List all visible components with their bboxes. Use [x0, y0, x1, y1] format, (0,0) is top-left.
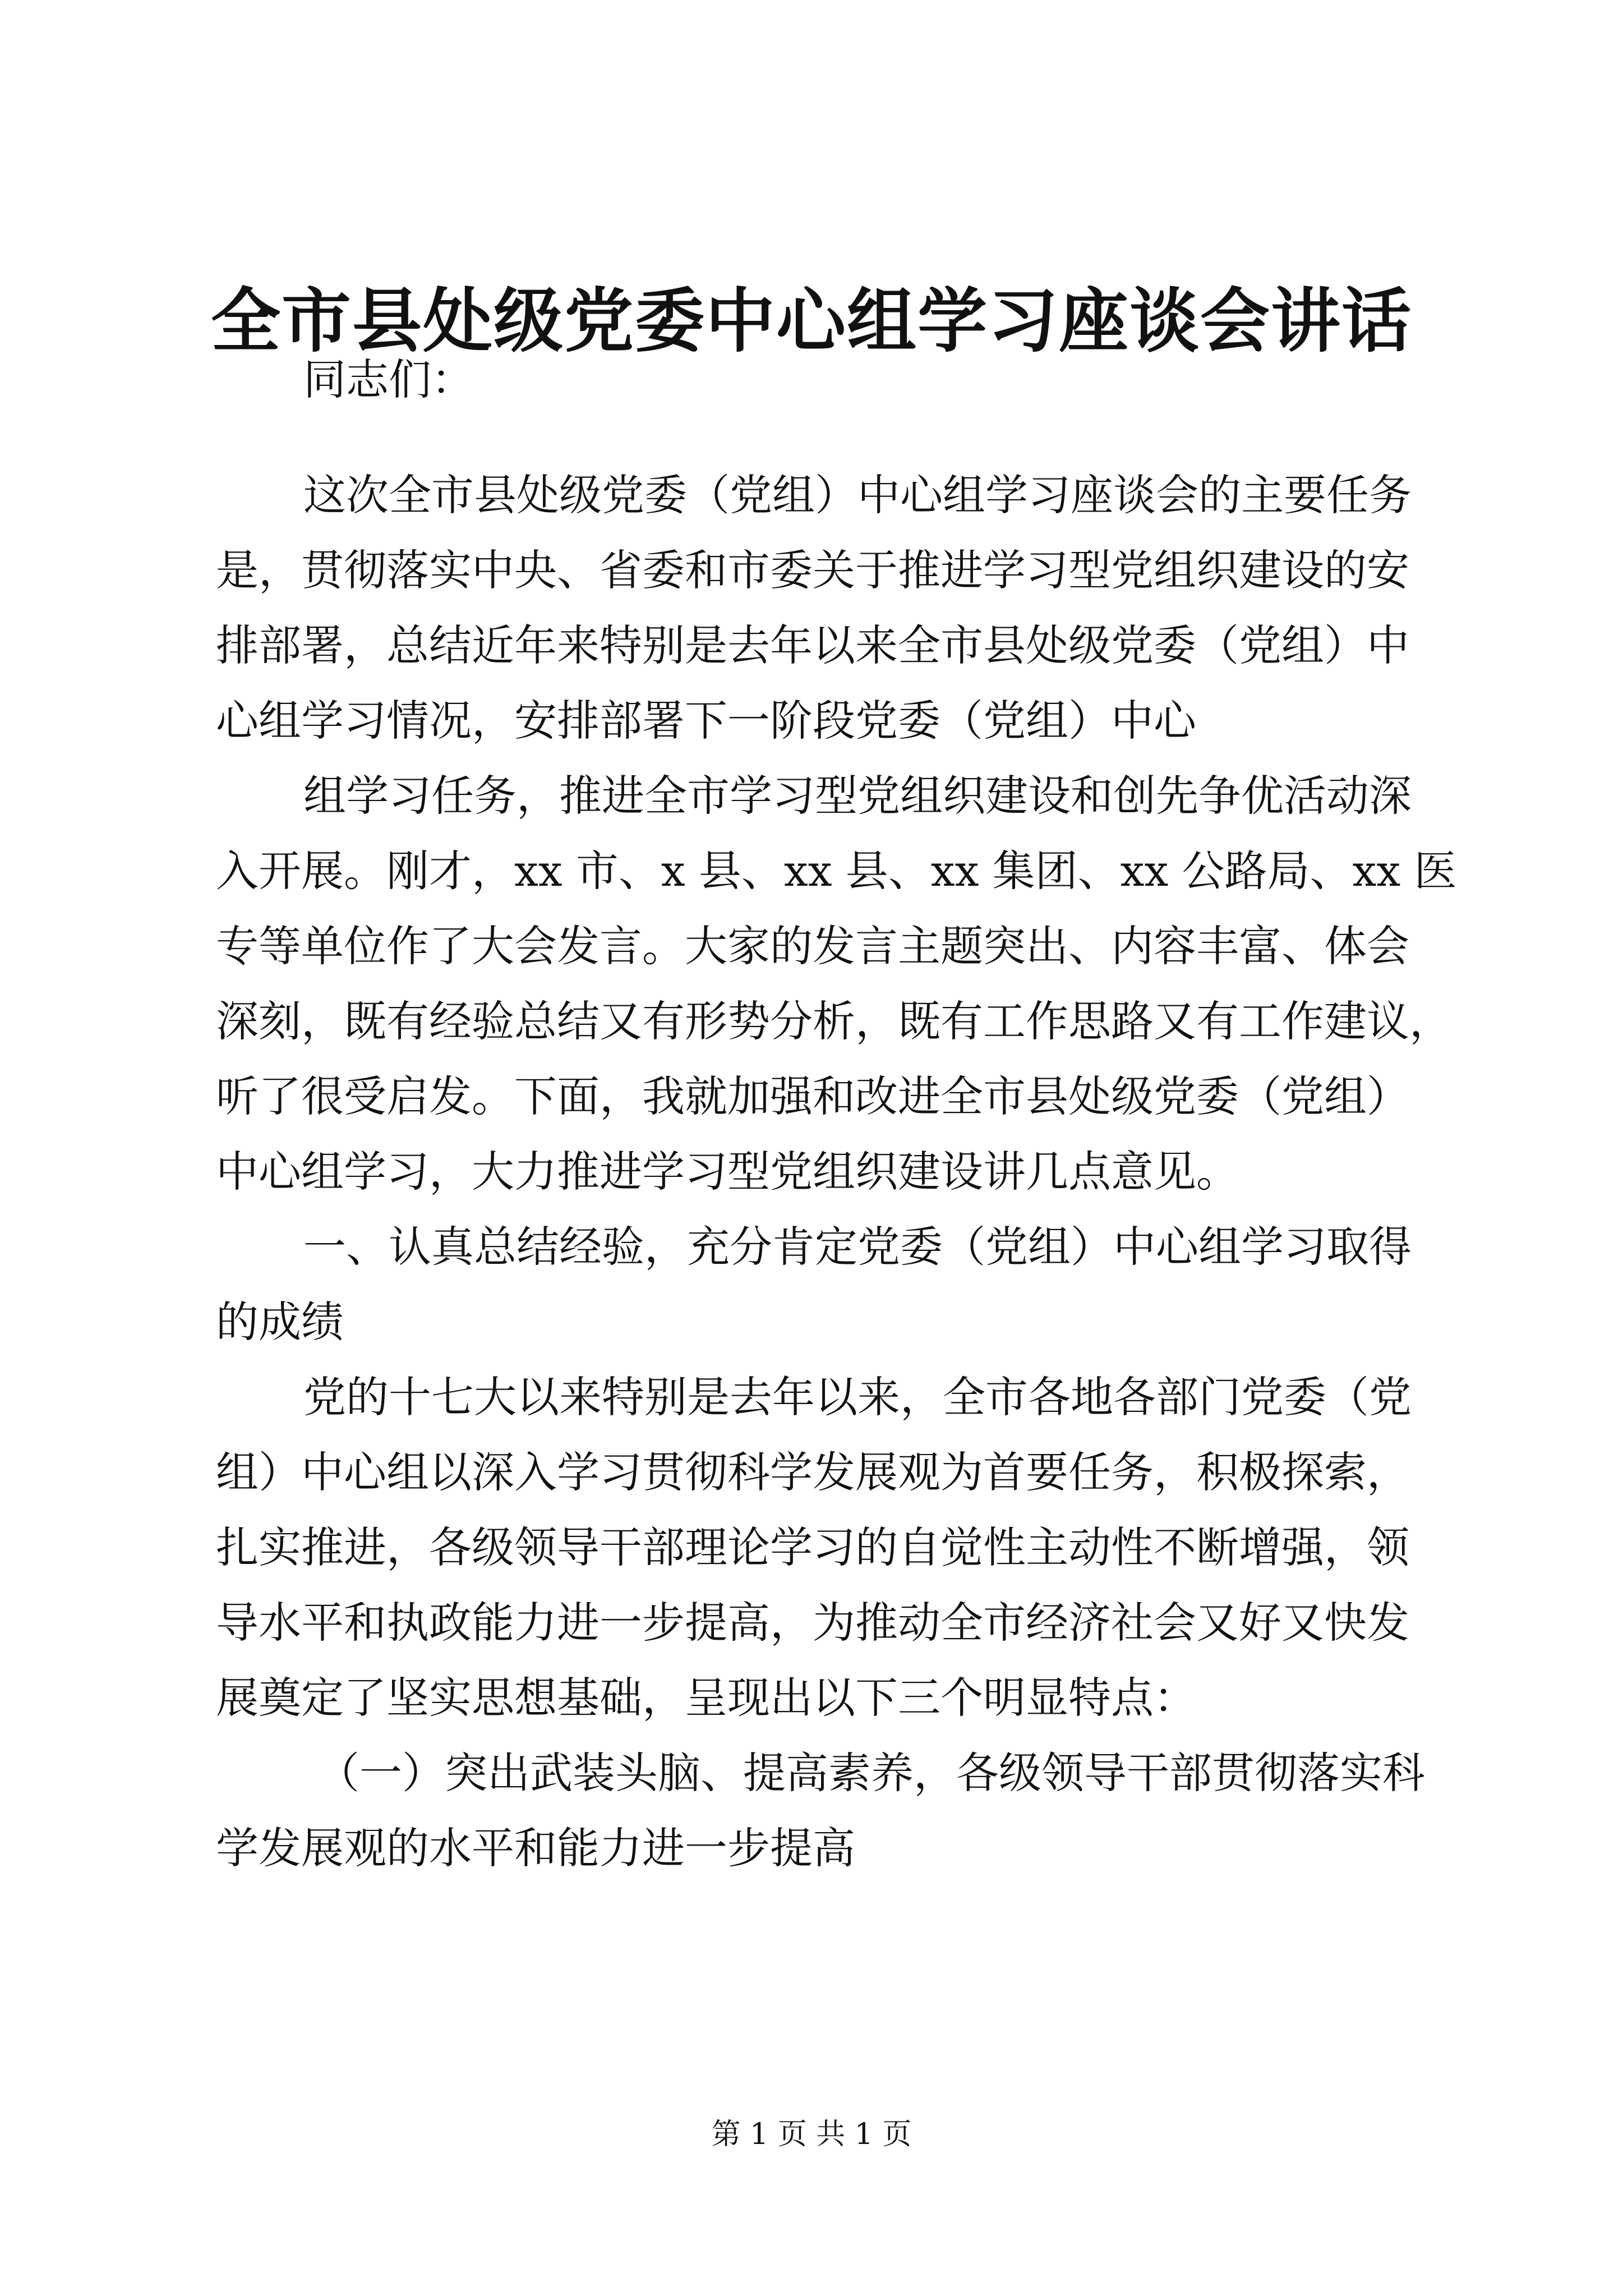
paragraph-line: 党的十七大以来特别是去年以来，全市各地各部门党委（党 — [303, 1372, 1412, 1422]
salutation-line: 同志们： — [303, 355, 474, 404]
paragraph-line: 这次全市县处级党委（党组）中心组学习座谈会的主要任务 — [303, 470, 1412, 520]
section-heading-line: 一、认真总结经验，充分肯定党委（党组）中心组学习取得 — [303, 1222, 1412, 1272]
paragraph-line: 是，贯彻落实中央、省委和市委关于推进学习型党组织建设的安 — [216, 545, 1409, 595]
paragraph-line: 专等单位作了大会发言。大家的发言主题突出、内容丰富、体会 — [216, 921, 1409, 971]
document-title: 全市县处级党委中心组学习座谈会讲话 — [210, 280, 1412, 362]
subsection-heading-line: （一）突出武装头脑、提高素养，各级领导干部贯彻落实科 — [317, 1748, 1425, 1798]
paragraph-line: 组学习任务，推进全市学习型党组织建设和创先争优活动深 — [303, 771, 1412, 821]
section-heading-line: 的成绩 — [216, 1297, 344, 1347]
paragraph-line: 入开展。刚才，xx 市、x 县、xx 县、xx 集团、xx 公路局、xx 医 — [216, 846, 1457, 896]
paragraph-line: 中心组学习，大力推进学习型党组织建设讲几点意见。 — [216, 1147, 1239, 1197]
paragraph-line: 心组学习情况，安排部署下一阶段党委（党组）中心 — [216, 696, 1196, 746]
page-number-footer: 第 1 页 共 1 页 — [711, 2118, 912, 2151]
paragraph-line: 扎实推进，各级领导干部理论学习的自觉性主动性不断增强，领 — [216, 1522, 1409, 1572]
paragraph-line: 组）中心组以深入学习贯彻科学发展观为首要任务，积极探索， — [216, 1447, 1409, 1497]
paragraph-line: 深刻，既有经验总结又有形势分析，既有工作思路又有工作建议， — [216, 996, 1452, 1046]
paragraph-line: 展奠定了坚实思想基础，呈现出以下三个明显特点： — [216, 1673, 1196, 1723]
paragraph-line: 听了很受启发。下面，我就加强和改进全市县处级党委（党组） — [216, 1071, 1409, 1121]
paragraph-line: 导水平和执政能力进一步提高，为推动全市经济社会又好又快发 — [216, 1598, 1409, 1648]
subsection-heading-line: 学发展观的水平和能力进一步提高 — [216, 1823, 855, 1873]
paragraph-line: 排部署，总结近年来特别是去年以来全市县处级党委（党组）中 — [216, 620, 1409, 670]
